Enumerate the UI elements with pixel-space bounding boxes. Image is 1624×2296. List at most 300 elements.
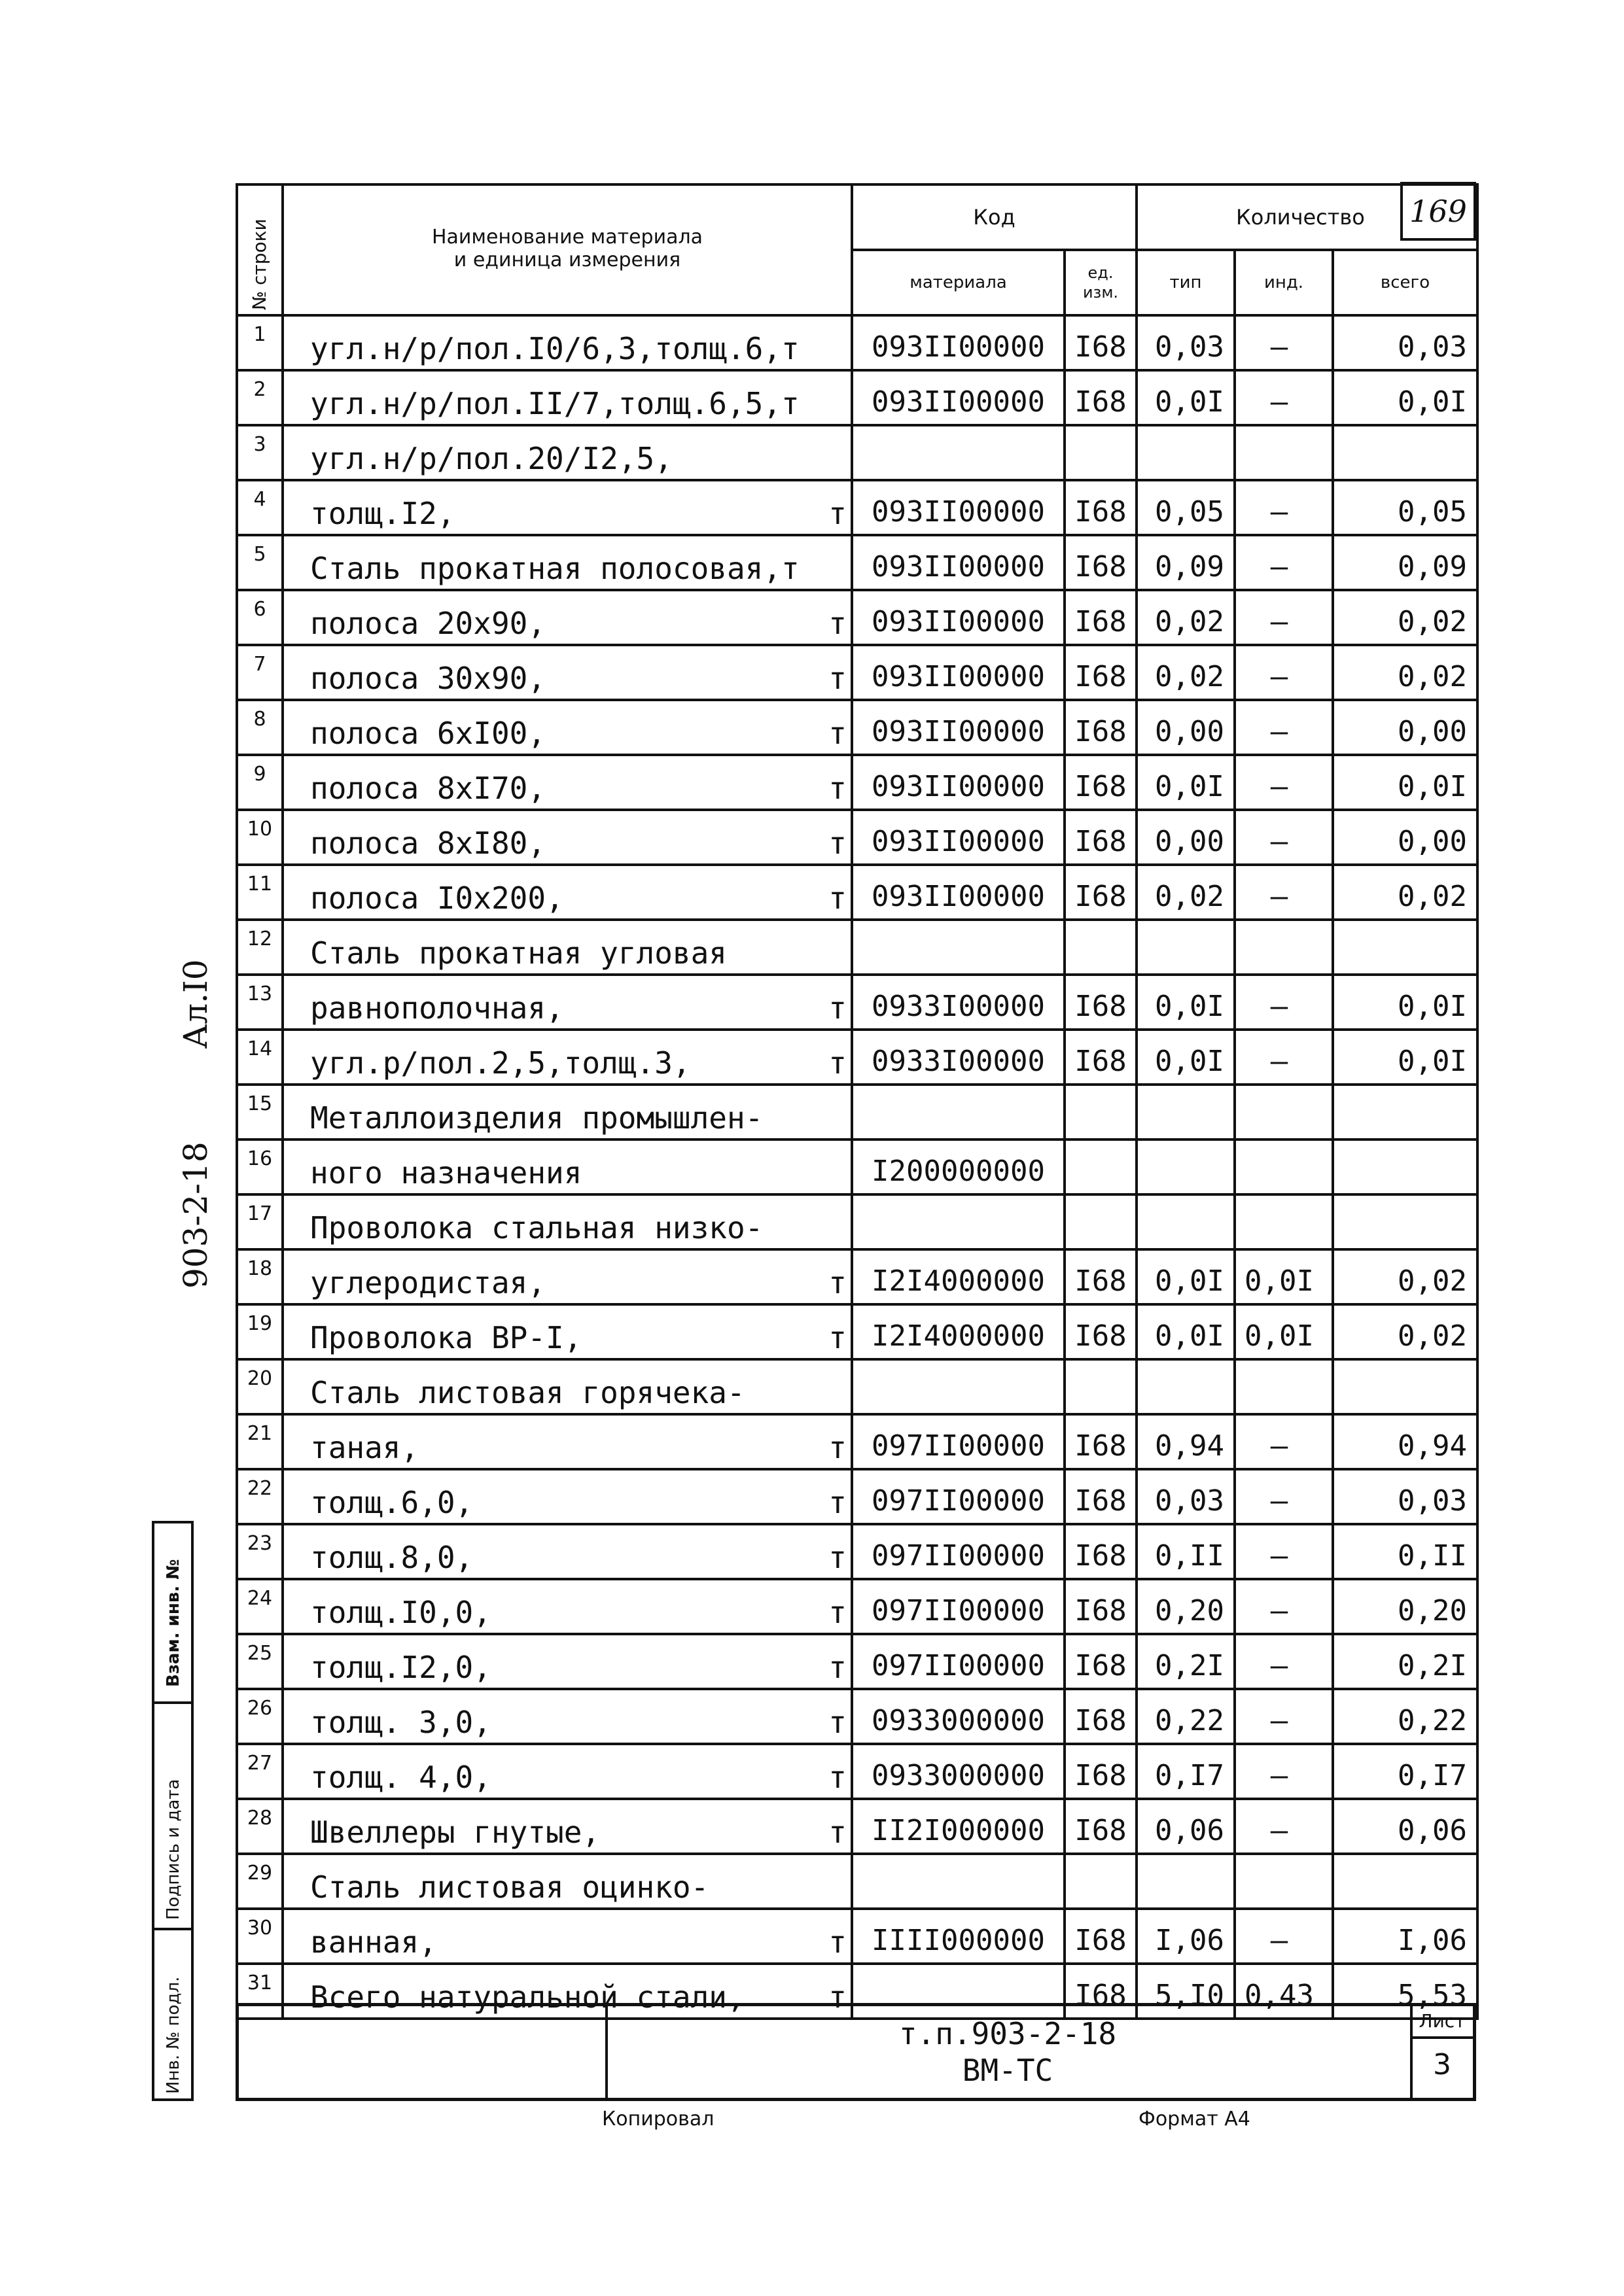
materials-table <box>236 183 1479 2020</box>
row-qty-total <box>1333 1854 1477 1909</box>
header-code-material: материала <box>852 250 1065 315</box>
row-qty-type: 0,02 <box>1137 590 1235 645</box>
row-code: 097II00000 <box>852 1634 1065 1689</box>
row-qty-type: 0,II <box>1137 1524 1235 1579</box>
row-name-text: равнополочная, <box>310 990 564 1026</box>
doc-code: т.п.903-2-18 <box>898 2016 1117 2051</box>
row-code: IIII000000 <box>852 1909 1065 1964</box>
row-number: 30 <box>237 1909 283 1964</box>
row-qty-ind <box>1235 1854 1333 1909</box>
row-code: 097II00000 <box>852 1524 1065 1579</box>
row-code <box>852 1194 1065 1249</box>
header-code-unit: ед. изм. <box>1065 250 1137 315</box>
page-number: 169 <box>1409 194 1467 229</box>
row-qty-ind: – <box>1235 590 1333 645</box>
row-code <box>852 920 1065 975</box>
row-qty-ind <box>1235 920 1333 975</box>
header-q-type: тип <box>1137 250 1235 315</box>
table-row <box>237 370 1477 425</box>
row-qty-ind: – <box>1235 370 1333 425</box>
row-qty-total: 0,II <box>1333 1524 1477 1579</box>
table-row <box>237 1799 1477 1854</box>
row-number: 29 <box>237 1854 283 1909</box>
table-row <box>237 920 1477 975</box>
sheet-number: 3 <box>1433 2048 1451 2081</box>
row-qty-type: 0,06 <box>1137 1799 1235 1854</box>
row-name <box>283 975 852 1030</box>
row-qty-type: 0,2I <box>1137 1634 1235 1689</box>
row-qty-total: 0,0I <box>1333 755 1477 810</box>
row-qty-type: 5,I0 <box>1137 1964 1235 2019</box>
row-code <box>852 1085 1065 1139</box>
row-name-text: толщ.I0,0, <box>310 1595 491 1630</box>
table-row <box>237 975 1477 1030</box>
row-qty-total <box>1333 1194 1477 1249</box>
table-row <box>237 425 1477 480</box>
row-qty-total: 0,0I <box>1333 975 1477 1030</box>
row-name-text: Металлоизделия промышлен- <box>310 1100 764 1136</box>
row-qty-ind <box>1235 425 1333 480</box>
row-number: 31 <box>237 1964 283 2019</box>
row-qty-ind <box>1235 1194 1333 1249</box>
table-row <box>237 700 1477 755</box>
row-number: 16 <box>237 1139 283 1194</box>
row-qty-ind: – <box>1235 480 1333 535</box>
row-qty-type <box>1137 920 1235 975</box>
row-qty-total: 0,0I <box>1333 1030 1477 1085</box>
row-unit-letter: т <box>828 1924 847 1960</box>
row-name <box>283 1139 852 1194</box>
row-number: 6 <box>237 590 283 645</box>
table-row <box>237 1744 1477 1799</box>
row-qty-type: 0,05 <box>1137 480 1235 535</box>
row-qty-type: I,06 <box>1137 1909 1235 1964</box>
row-unit-letter: т <box>828 1320 847 1355</box>
side-doc-label <box>177 959 215 1289</box>
row-name-text: Сталь листовая оцинко- <box>310 1870 709 1905</box>
row-number: 11 <box>237 865 283 920</box>
row-unit-letter: т <box>828 1760 847 1795</box>
row-code: 093II00000 <box>852 315 1065 370</box>
table-row <box>237 755 1477 810</box>
row-qty-total: 0,02 <box>1333 1249 1477 1304</box>
row-code: 0933000000 <box>852 1689 1065 1744</box>
row-number: 23 <box>237 1524 283 1579</box>
row-qty-type: 0,22 <box>1137 1689 1235 1744</box>
row-name <box>283 1854 852 1909</box>
row-name-text: толщ. 4,0, <box>310 1760 491 1795</box>
row-unit <box>1065 1085 1137 1139</box>
title-block-left <box>239 2006 608 2098</box>
row-qty-total: 0,I7 <box>1333 1744 1477 1799</box>
row-unit: I68 <box>1065 755 1137 810</box>
row-unit-letter: т <box>828 1815 847 1850</box>
row-qty-type: 0,03 <box>1137 1469 1235 1524</box>
stamp-podpis: Подпись и дата <box>164 1779 183 1920</box>
row-unit: I68 <box>1065 480 1137 535</box>
side-doc-code: 903-2-18 <box>177 1141 215 1289</box>
row-number: 22 <box>237 1469 283 1524</box>
sheet-label: Лист <box>1410 2006 1474 2039</box>
row-unit-letter: т <box>828 1979 847 2015</box>
row-name-text: Сталь листовая горячека- <box>310 1375 745 1410</box>
row-name <box>283 535 852 590</box>
row-name-text: полоса 8xI80, <box>310 826 546 861</box>
row-qty-ind: 0,0I <box>1235 1249 1333 1304</box>
header-quantity-text: Количество <box>1236 205 1365 230</box>
row-qty-type: 0,20 <box>1137 1579 1235 1634</box>
row-unit-letter: т <box>828 1045 847 1081</box>
header-name <box>283 184 852 315</box>
row-number: 26 <box>237 1689 283 1744</box>
row-unit-letter: т <box>828 1485 847 1520</box>
row-name <box>283 1634 852 1689</box>
row-name <box>283 1579 852 1634</box>
row-qty-total <box>1333 1085 1477 1139</box>
row-qty-ind: – <box>1235 700 1333 755</box>
stamp-vzam-cell <box>152 1521 194 1704</box>
row-number: 14 <box>237 1030 283 1085</box>
row-unit <box>1065 1359 1137 1414</box>
row-qty-type: 0,09 <box>1137 535 1235 590</box>
table-row <box>237 315 1477 370</box>
row-code: 097II00000 <box>852 1414 1065 1469</box>
row-qty-total: 0,94 <box>1333 1414 1477 1469</box>
row-qty-total: 0,00 <box>1333 700 1477 755</box>
table-row <box>237 590 1477 645</box>
row-code: 0933I00000 <box>852 975 1065 1030</box>
title-block-center <box>605 2006 1413 2098</box>
row-qty-ind: – <box>1235 1799 1333 1854</box>
row-qty-type: 0,02 <box>1137 645 1235 700</box>
row-name <box>283 1744 852 1799</box>
row-number: 13 <box>237 975 283 1030</box>
row-code: 0933I00000 <box>852 1030 1065 1085</box>
row-code: 093II00000 <box>852 865 1065 920</box>
row-unit: I68 <box>1065 810 1137 865</box>
row-unit <box>1065 920 1137 975</box>
table-row <box>237 1085 1477 1139</box>
row-name-text: угл.н/р/пол.20/I2,5, <box>310 441 673 476</box>
row-name-text: толщ. 3,0, <box>310 1705 491 1740</box>
row-number: 28 <box>237 1799 283 1854</box>
row-number: 19 <box>237 1304 283 1359</box>
row-name <box>283 370 852 425</box>
table-row <box>237 1030 1477 1085</box>
row-unit: I68 <box>1065 1689 1137 1744</box>
table-row <box>237 1194 1477 1249</box>
row-unit <box>1065 1194 1137 1249</box>
row-name-text: углеродистая, <box>310 1265 546 1300</box>
row-name <box>283 1799 852 1854</box>
row-qty-total: 0,05 <box>1333 480 1477 535</box>
row-number: 20 <box>237 1359 283 1414</box>
row-name <box>283 1359 852 1414</box>
row-qty-ind: – <box>1235 1524 1333 1579</box>
row-unit-letter: т <box>828 1595 847 1630</box>
row-qty-total: 0,20 <box>1333 1579 1477 1634</box>
row-qty-total: 0,03 <box>1333 315 1477 370</box>
row-qty-type: 0,00 <box>1137 810 1235 865</box>
row-name-text: полоса 30x90, <box>310 661 546 696</box>
row-unit-letter: т <box>828 1540 847 1575</box>
header-q-ind: инд. <box>1235 250 1333 315</box>
row-name <box>283 1524 852 1579</box>
row-name-text: угл.р/пол.2,5,толщ.3, <box>310 1045 691 1081</box>
row-qty-ind: 0,43 <box>1235 1964 1333 2019</box>
row-unit <box>1065 1854 1137 1909</box>
stamp-inv: Инв. № подл. <box>164 1976 183 2094</box>
row-qty-total: 0,02 <box>1333 1304 1477 1359</box>
stamp-inv-cell <box>152 1928 194 2101</box>
row-code: 093II00000 <box>852 535 1065 590</box>
row-code: 093II00000 <box>852 480 1065 535</box>
row-number: 17 <box>237 1194 283 1249</box>
row-unit: I68 <box>1065 315 1137 370</box>
row-qty-total: 0,09 <box>1333 535 1477 590</box>
row-qty-type: 0,I7 <box>1137 1744 1235 1799</box>
row-unit: I68 <box>1065 1030 1137 1085</box>
row-qty-type <box>1137 1854 1235 1909</box>
table-row <box>237 1524 1477 1579</box>
row-number: 24 <box>237 1579 283 1634</box>
row-qty-type: 0,0I <box>1137 755 1235 810</box>
row-number: 25 <box>237 1634 283 1689</box>
row-qty-ind: – <box>1235 865 1333 920</box>
row-unit-letter: т <box>828 880 847 916</box>
row-name-text: ного назначения <box>310 1155 582 1191</box>
table-row <box>237 1414 1477 1469</box>
row-qty-total <box>1333 920 1477 975</box>
row-unit-letter: т <box>828 716 847 751</box>
row-code: 097II00000 <box>852 1579 1065 1634</box>
row-code: I2I4000000 <box>852 1304 1065 1359</box>
row-name <box>283 590 852 645</box>
table-row <box>237 1469 1477 1524</box>
row-name <box>283 1414 852 1469</box>
row-name-text: толщ.8,0, <box>310 1540 474 1575</box>
table-row <box>237 1689 1477 1744</box>
row-name <box>283 1249 852 1304</box>
table-row <box>237 1634 1477 1689</box>
row-name-text: таная, <box>310 1430 419 1465</box>
header-name-text: Наименование материала и единица измерения <box>431 225 703 271</box>
row-unit: I68 <box>1065 1634 1137 1689</box>
row-unit <box>1065 1139 1137 1194</box>
row-qty-total: 0,02 <box>1333 645 1477 700</box>
row-qty-total <box>1333 425 1477 480</box>
header-row-no-cell <box>237 184 283 315</box>
row-name <box>283 1194 852 1249</box>
row-number: 1 <box>237 315 283 370</box>
row-unit-letter: т <box>828 606 847 641</box>
row-qty-type: 0,94 <box>1137 1414 1235 1469</box>
row-number: 21 <box>237 1414 283 1469</box>
footer-copied: Копировал <box>602 2108 715 2131</box>
row-qty-ind: – <box>1235 810 1333 865</box>
row-qty-type <box>1137 1139 1235 1194</box>
table-row <box>237 1579 1477 1634</box>
row-qty-type: 0,0I <box>1137 975 1235 1030</box>
row-qty-type <box>1137 425 1235 480</box>
footer-format: Формат А4 <box>1139 2108 1250 2131</box>
row-qty-type: 0,0I <box>1137 1249 1235 1304</box>
row-qty-type: 0,02 <box>1137 865 1235 920</box>
row-qty-ind <box>1235 1085 1333 1139</box>
row-name <box>283 865 852 920</box>
row-qty-total: 0,00 <box>1333 810 1477 865</box>
row-qty-total: 5,53 <box>1333 1964 1477 2019</box>
row-unit: I68 <box>1065 1579 1137 1634</box>
row-qty-type <box>1137 1194 1235 1249</box>
row-name-text: Всего натуральной стали, <box>310 1979 745 2015</box>
row-qty-ind: – <box>1235 535 1333 590</box>
row-name-text: полоса 20x90, <box>310 606 546 641</box>
row-qty-ind: – <box>1235 1579 1333 1634</box>
row-unit-letter: т <box>828 1705 847 1740</box>
row-qty-ind: – <box>1235 1030 1333 1085</box>
row-unit: I68 <box>1065 645 1137 700</box>
row-qty-total: 0,22 <box>1333 1689 1477 1744</box>
row-unit <box>1065 425 1137 480</box>
row-qty-total: 0,2I <box>1333 1634 1477 1689</box>
row-code: 093II00000 <box>852 810 1065 865</box>
row-qty-ind: – <box>1235 1909 1333 1964</box>
table-row <box>237 1249 1477 1304</box>
header-code <box>852 184 1137 250</box>
row-unit: I68 <box>1065 700 1137 755</box>
row-code: I200000000 <box>852 1139 1065 1194</box>
row-unit: I68 <box>1065 975 1137 1030</box>
row-unit-letter: т <box>828 1265 847 1300</box>
row-code: 093II00000 <box>852 700 1065 755</box>
header-quantity <box>1137 184 1477 250</box>
table-row <box>237 1304 1477 1359</box>
row-name <box>283 920 852 975</box>
row-name <box>283 425 852 480</box>
row-qty-total: 0,0I <box>1333 370 1477 425</box>
row-code: 097II00000 <box>852 1469 1065 1524</box>
table-row <box>237 1359 1477 1414</box>
row-unit: I68 <box>1065 1304 1137 1359</box>
row-unit: I68 <box>1065 1744 1137 1799</box>
row-qty-ind: – <box>1235 1744 1333 1799</box>
row-qty-type: 0,0I <box>1137 1030 1235 1085</box>
row-qty-ind: – <box>1235 645 1333 700</box>
row-unit: I68 <box>1065 865 1137 920</box>
row-unit: I68 <box>1065 590 1137 645</box>
row-unit-letter: т <box>828 1430 847 1465</box>
row-number: 18 <box>237 1249 283 1304</box>
row-code: I2I4000000 <box>852 1249 1065 1304</box>
row-code: 093II00000 <box>852 590 1065 645</box>
row-name <box>283 1909 852 1964</box>
row-unit-letter: т <box>828 1650 847 1685</box>
row-number: 15 <box>237 1085 283 1139</box>
title-block <box>236 2003 1476 2101</box>
row-name <box>283 755 852 810</box>
table-row <box>237 1909 1477 1964</box>
row-qty-type: 0,03 <box>1137 315 1235 370</box>
row-name-text: ванная, <box>310 1924 437 1960</box>
doc-mark: ВМ-ТС <box>962 2053 1053 2088</box>
row-qty-ind: – <box>1235 975 1333 1030</box>
row-code: II2I000000 <box>852 1799 1065 1854</box>
row-number: 7 <box>237 645 283 700</box>
row-name-text: полоса I0x200, <box>310 880 564 916</box>
row-name <box>283 1085 852 1139</box>
row-unit: I68 <box>1065 1469 1137 1524</box>
row-name-text: угл.н/р/пол.I0/6,3,толщ.6,т <box>310 331 800 366</box>
header-row-no: № строки <box>249 218 270 310</box>
row-name <box>283 315 852 370</box>
row-name-text: толщ.I2,0, <box>310 1650 491 1685</box>
row-number: 2 <box>237 370 283 425</box>
row-qty-ind <box>1235 1139 1333 1194</box>
row-qty-ind: – <box>1235 1469 1333 1524</box>
row-code: 093II00000 <box>852 645 1065 700</box>
row-name <box>283 700 852 755</box>
row-name <box>283 480 852 535</box>
row-code <box>852 1854 1065 1909</box>
row-qty-type: 0,0I <box>1137 370 1235 425</box>
row-number: 5 <box>237 535 283 590</box>
row-code: 093II00000 <box>852 370 1065 425</box>
row-name-text: толщ.6,0, <box>310 1485 474 1520</box>
row-name-text: толщ.I2, <box>310 496 455 531</box>
row-name-text: Швеллеры гнутые, <box>310 1815 601 1850</box>
row-name-text: полоса 6xI00, <box>310 716 546 751</box>
row-name-text: Сталь прокатная угловая <box>310 935 727 971</box>
row-unit: I68 <box>1065 1249 1137 1304</box>
row-code <box>852 1359 1065 1414</box>
header-code-text: Код <box>973 205 1015 230</box>
row-name-text: Сталь прокатная полосовая,т <box>310 551 800 586</box>
row-number: 27 <box>237 1744 283 1799</box>
row-name-text: угл.н/р/пол.II/7,толщ.6,5,т <box>310 386 800 421</box>
row-name <box>283 1030 852 1085</box>
row-code: 0933000000 <box>852 1744 1065 1799</box>
row-qty-ind: – <box>1235 1634 1333 1689</box>
stamp-podpis-cell <box>152 1701 194 1930</box>
row-number: 3 <box>237 425 283 480</box>
row-unit: I68 <box>1065 1964 1137 2019</box>
table-row <box>237 810 1477 865</box>
row-qty-total <box>1333 1139 1477 1194</box>
row-unit: I68 <box>1065 1799 1137 1854</box>
row-name <box>283 1304 852 1359</box>
row-qty-ind: – <box>1235 755 1333 810</box>
table-body <box>237 315 1477 2019</box>
row-unit-letter: т <box>828 990 847 1026</box>
row-qty-ind: – <box>1235 1689 1333 1744</box>
row-qty-total: 0,03 <box>1333 1469 1477 1524</box>
row-name-text: Проволока стальная низко- <box>310 1210 764 1245</box>
row-qty-total <box>1333 1359 1477 1414</box>
row-qty-type: 0,0I <box>1137 1304 1235 1359</box>
row-qty-total: I,06 <box>1333 1909 1477 1964</box>
stamp-vzam: Взам. инв. № <box>164 1559 183 1687</box>
table-row <box>237 1854 1477 1909</box>
row-qty-ind: – <box>1235 1414 1333 1469</box>
row-number: 9 <box>237 755 283 810</box>
row-unit-letter: т <box>828 826 847 861</box>
row-qty-ind: – <box>1235 315 1333 370</box>
row-name <box>283 1469 852 1524</box>
row-name-text: полоса 8xI70, <box>310 771 546 806</box>
table-row <box>237 865 1477 920</box>
row-qty-type <box>1137 1359 1235 1414</box>
